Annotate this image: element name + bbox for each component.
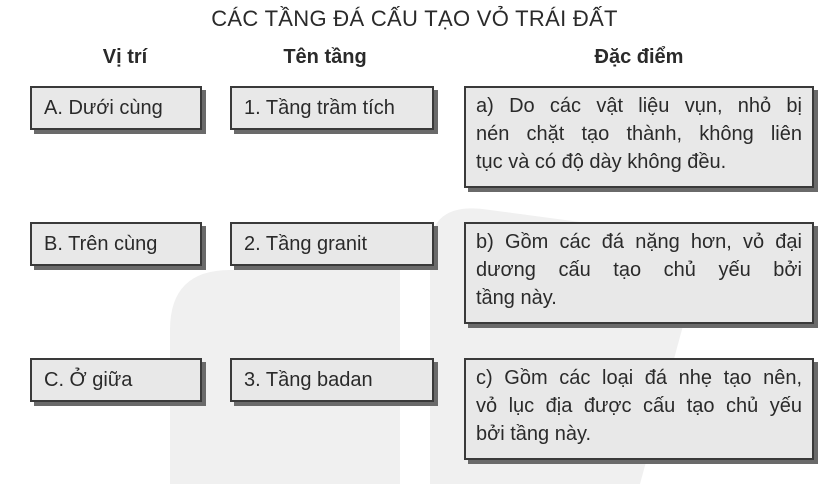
- feature-line: tục và có độ dày không đều.: [476, 151, 727, 173]
- page-title: CÁC TẦNG ĐÁ CẤU TẠO VỎ TRÁI ĐẤT: [211, 6, 618, 31]
- layer-box-3[interactable]: [230, 358, 434, 402]
- feature-box-c[interactable]: [464, 358, 814, 460]
- position-label: B. Trên cùng: [44, 233, 158, 255]
- feature-line: b) Gồm các đá nặng hơn, vỏ đại: [476, 231, 802, 253]
- layer-label: 2. Tầng granit: [244, 233, 368, 255]
- feature-line: dương cấu tạo chủ yếu bởi: [476, 259, 802, 281]
- position-box-a[interactable]: [30, 86, 202, 130]
- feature-line: tầng này.: [476, 287, 557, 309]
- feature-line: a) Do các vật liệu vụn, nhỏ bị: [476, 95, 802, 117]
- feature-line: bởi tầng này.: [476, 423, 592, 445]
- feature-box-a[interactable]: [464, 86, 814, 188]
- layer-box-1[interactable]: [230, 86, 434, 130]
- position-box-b[interactable]: [30, 222, 202, 266]
- feature-box-b[interactable]: [464, 222, 814, 324]
- position-label: A. Dưới cùng: [44, 97, 163, 119]
- feature-line: c) Gồm các loại đá nhẹ tạo nên,: [476, 367, 802, 389]
- layer-box-2[interactable]: [230, 222, 434, 266]
- position-box-c[interactable]: [30, 358, 202, 402]
- column-header-position: Vị trí: [102, 46, 148, 68]
- feature-line: vỏ lục địa được cấu tạo chủ yếu: [476, 395, 802, 417]
- layer-label: 3. Tầng badan: [244, 369, 373, 391]
- position-label: C. Ở giữa: [44, 369, 133, 391]
- column-header-features: Đặc điểm: [594, 46, 684, 68]
- column-header-layer-name: Tên tầng: [283, 46, 367, 68]
- layer-label: 1. Tầng trầm tích: [244, 97, 395, 119]
- feature-line: nén chặt tạo thành, không liên: [476, 123, 802, 145]
